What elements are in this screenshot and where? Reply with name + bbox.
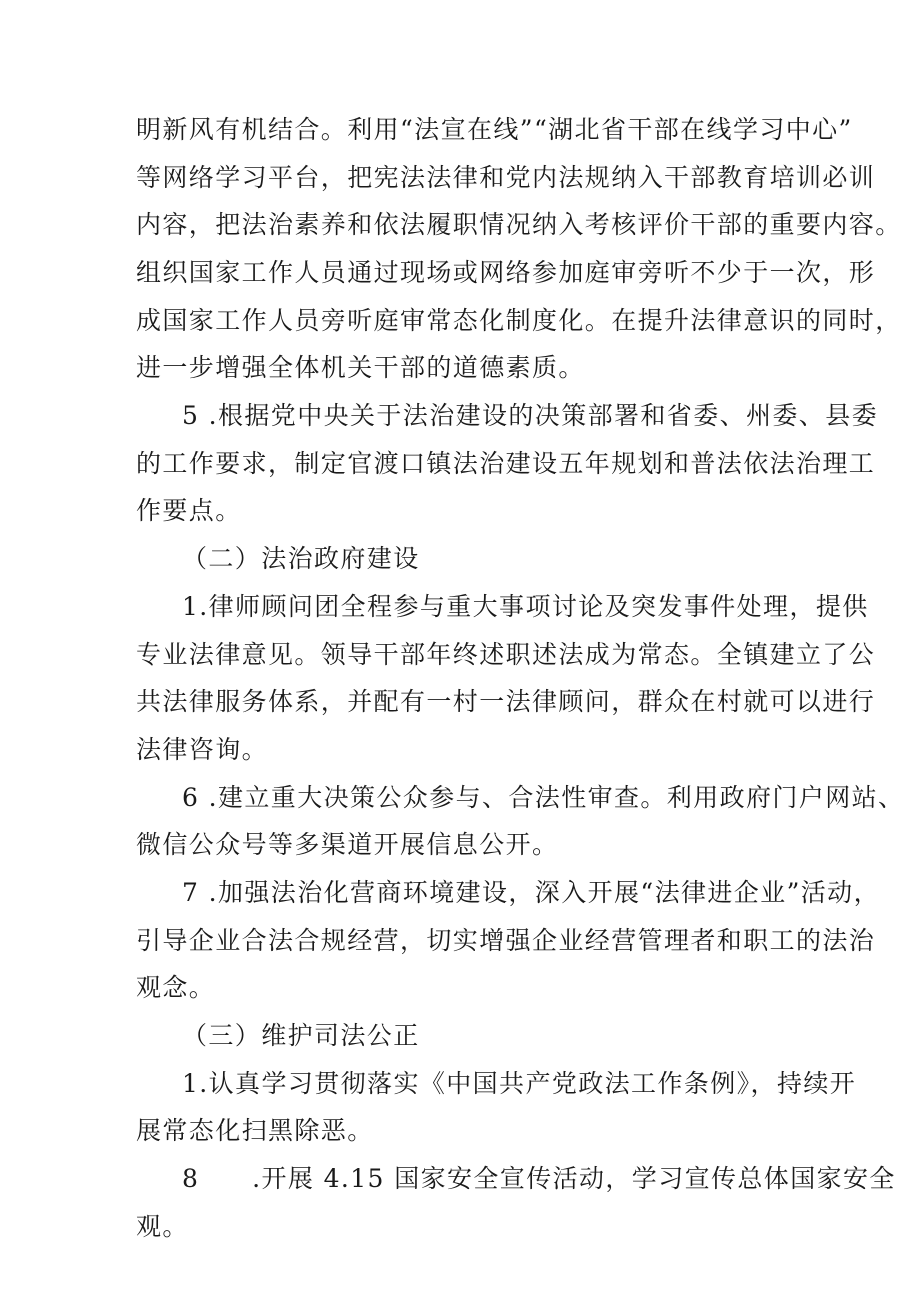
numbered-item-8: 8 .开展 4.15 国家安全宣传活动，学习宣传总体国家安全: [182, 1164, 896, 1193]
numbered-item-1: 1.认真学习贯彻落实《中国共产党政法工作条例》，持续开: [182, 1069, 857, 1098]
text-line: 进一步增强全体机关干部的道德素质。: [136, 353, 585, 382]
text-line: 引导企业合法合规经营，切实增强企业经营管理者和职工的法治: [136, 926, 876, 955]
text-line: 的工作要求，制定官渡口镇法治建设五年规划和普法依法治理工: [136, 449, 876, 478]
section-heading-2: （二）法治政府建设: [182, 544, 420, 573]
text-line: 共法律服务体系，并配有一村一法律顾问，群众在村就可以进行: [136, 687, 876, 716]
text-line: 成国家工作人员旁听庭审常态化制度化。在提升法律意识的同时，: [136, 306, 902, 335]
numbered-item-7: 7 .加强法治化营商环境建设，深入开展“法律进企业”活动，: [182, 878, 880, 907]
numbered-item-5: 5 .根据党中央关于法治建设的决策部署和省委、州委、县委: [182, 401, 879, 430]
text-line: 法律咨询。: [136, 735, 269, 764]
text-line: 专业法律意见。领导干部年终述职述法成为常态。全镇建立了公: [136, 640, 876, 669]
text-line: 组织国家工作人员通过现场或网络参加庭审旁听不少于一次，形: [136, 258, 876, 287]
numbered-item-6: 6 .建立重大决策公众参与、合法性审查。利用政府门户网站、: [182, 783, 905, 812]
text-line: 内容，把法治素养和依法履职情况纳入考核评价干部的重要内容。: [136, 210, 902, 239]
text-line: 观。: [136, 1212, 189, 1241]
text-line: 观念。: [136, 973, 216, 1002]
text-line: 展常态化扫黑除恶。: [136, 1116, 374, 1145]
text-line: 等网络学习平台，把宪法法律和党内法规纳入干部教育培训必训: [136, 163, 876, 192]
section-heading-3: （三）维护司法公正: [182, 1021, 420, 1050]
text-line: 作要点。: [136, 496, 242, 525]
numbered-item-1: 1.律师顾问团全程参与重大事项讨论及突发事件处理，提供: [182, 592, 869, 621]
text-line: 微信公众号等多渠道开展信息公开。: [136, 830, 559, 859]
text-line: 明新风有机结合。利用“法宣在线”“湖北省干部在线学习中心”: [136, 115, 853, 144]
